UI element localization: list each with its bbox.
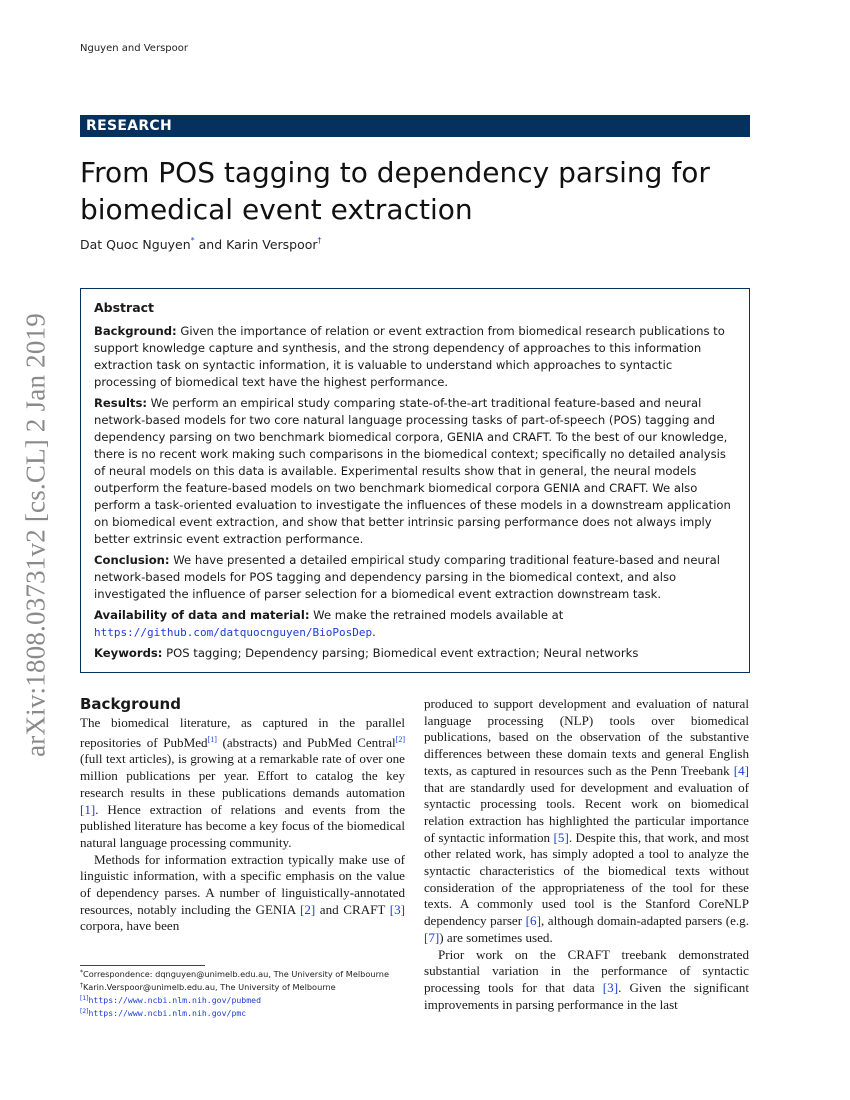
footnote-mark[interactable]: [1] — [207, 734, 217, 744]
footnote-mark[interactable]: * — [190, 236, 195, 245]
abstract-text: We perform an empirical study comparing state-of-the-art traditional feature-based and neural network-based models for two core natural language processing tasks of part-of-speech (POS) tagging and dependency parsing on two benchmark biomedical corpora, GENIA and CRAFT. To the best of our knowledge, there is no recent work making such comparisons in the biomedical context; specifically no detailed analysis of neural models on this data is available. Experimental results show that in general, the neural models outperform the feature-based models on two benchmark biomedical corpora GENIA and CRAFT. We also perform a task-oriented evaluation to investigate the influences of these models in a downstream application on biomedical event extraction, and show that better intrinsic parsing performance does not always imply better extrinsic event extraction performance. — [94, 396, 731, 546]
citation-link[interactable]: [3] — [389, 901, 405, 917]
body-text: ) are sometimes used. — [439, 929, 553, 945]
abstract-label: Results: — [94, 396, 147, 410]
author-line — [80, 236, 322, 252]
footnote-text: Karin.Verspoor@unimelb.edu.au, The University of Melbourne — [83, 982, 336, 992]
footnote-marker: [1] — [80, 995, 89, 1002]
abstract-results — [94, 395, 736, 548]
body-paragraph — [424, 947, 749, 1014]
body-text: that are standardly used for development and evaluation of syntactic processing tools. Recent work on biomedical relation extraction has highlighted the particular importance of syntactic information — [424, 779, 749, 845]
footnote-mark[interactable]: † — [317, 236, 322, 245]
citation-link[interactable]: [4] — [733, 762, 749, 778]
body-text: Prior work on the CRAFT treebank demonstrated substantial variation in the performance of syntactic processing tools for that data — [424, 946, 749, 995]
citation-link[interactable]: [1] — [80, 801, 96, 817]
citation-link[interactable]: [5] — [553, 829, 569, 845]
body-column-right — [424, 696, 749, 1013]
footnote-marker: [2] — [80, 1008, 89, 1015]
footnote-marker: * — [80, 969, 83, 976]
citation-link[interactable]: [3] — [602, 979, 619, 995]
author-name: Dat Quoc Nguyen — [80, 237, 191, 252]
abstract-label: Keywords: — [94, 646, 163, 660]
paper-title: From POS tagging to dependency parsing for biomedical event extraction — [80, 156, 710, 226]
abstract-heading: Abstract — [94, 300, 155, 315]
abstract-box — [80, 288, 750, 673]
footnote — [80, 993, 410, 1006]
body-text: (abstracts) and PubMed Central — [216, 734, 396, 750]
body-text: The biomedical literature, as captured in the parallel repositories of PubMed — [80, 715, 405, 750]
body-paragraph — [80, 715, 405, 852]
body-paragraph — [424, 696, 749, 947]
body-text: . Hence extraction of relations and events from the published literature has become a key focus of the biomedical natural language processing community. — [80, 801, 405, 850]
footnote — [80, 980, 410, 993]
abstract-text: . — [372, 625, 376, 639]
abstract-conclusion — [94, 552, 736, 603]
footnote — [80, 967, 410, 980]
body-text: produced to support development and evaluation of natural language processing (NLP) tools over biomedical publications, based on the observation of the substantive differences between these domain texts and general English texts, as captured in resources such as the Penn Treebank — [424, 696, 749, 778]
pubmed-link[interactable]: https://www.ncbi.nlm.nih.gov/pubmed — [88, 995, 262, 1005]
body-text: , although domain-adapted parsers (e.g. — [540, 913, 749, 929]
footnote — [80, 1006, 410, 1019]
abstract-availability — [94, 607, 736, 641]
footnote-mark[interactable]: [2] — [395, 734, 405, 744]
citation-link[interactable]: [2] — [300, 901, 316, 917]
keywords-text: POS tagging; Dependency parsing; Biomedical event extraction; Neural networks — [162, 646, 639, 660]
abstract-label: Background: — [94, 324, 177, 338]
body-text: Methods for information extraction typically make use of linguistic information, with a specific emphasis on the value of dependency parses. A number of linguistically-annotated resources, notably including the GENIA — [80, 851, 405, 917]
abstract-keywords — [94, 645, 736, 662]
abstract-background — [94, 323, 736, 391]
abstract-label: Availability of data and material: — [94, 608, 310, 622]
body-text: . Given the significant improvements in parsing performance in the last — [424, 979, 749, 1012]
footnote-marker: † — [80, 982, 83, 989]
body-text: corpora, have been — [80, 918, 180, 934]
section-heading: Background — [80, 695, 181, 713]
github-link[interactable]: https://github.com/datquocnguyen/BioPosDep — [94, 626, 373, 639]
footnotes — [80, 967, 410, 1019]
body-paragraph — [80, 852, 405, 936]
pmc-link[interactable]: https://www.ncbi.nlm.nih.gov/pmc — [88, 1008, 247, 1018]
abstract-text: We have presented a detailed empirical study comparing traditional feature-based and neural network-based models for POS tagging and dependency parsing in the biomedical context, and also investigated the influence of parser selection for a biomedical event extraction downstream task. — [94, 553, 720, 601]
running-head: Nguyen and Verspoor — [80, 43, 188, 54]
citation-link[interactable]: [6] — [525, 913, 541, 929]
body-column-left — [80, 694, 405, 935]
arxiv-stamp — [6, 300, 66, 770]
abstract-label: Conclusion: — [94, 553, 170, 567]
abstract-text: We make the retrained models available at — [309, 608, 564, 622]
author-conjunction: and — [194, 237, 227, 252]
footnote-divider — [80, 965, 205, 966]
citation-link[interactable]: [7] — [424, 929, 440, 945]
body-text: (full text articles), is growing at a remarkable rate of over one million publications per year. Effort to catalog the key research results in these publications demands automation — [80, 751, 405, 800]
author-name: Karin Verspoor — [226, 237, 318, 252]
footnote-text: Correspondence: dqnguyen@unimelb.edu.au, The University of Melbourne — [83, 969, 390, 979]
abstract-text: Given the importance of relation or event extraction from biomedical research publications to support knowledge capture and synthesis, and the strong dependency of approaches to this information extraction task on syntactic information, it is valuable to understand which approaches to syntactic processing of biomedical text have the highest performance. — [94, 324, 725, 389]
section-banner: RESEARCH — [80, 115, 750, 137]
body-text: . Despite this, that work, and most other related work, has simply adopted a tool to analyze the syntactic characteristics of the biomedical texts without consideration of the appropriateness of the tool for these texts. A commonly used tool is the Stanford CoreNLP dependency parser — [424, 829, 749, 929]
body-text: and CRAFT — [315, 901, 390, 917]
arxiv-stamp-text: arXiv:1808.03731v2 [cs.CL] 2 Jan 2019 — [20, 313, 51, 757]
